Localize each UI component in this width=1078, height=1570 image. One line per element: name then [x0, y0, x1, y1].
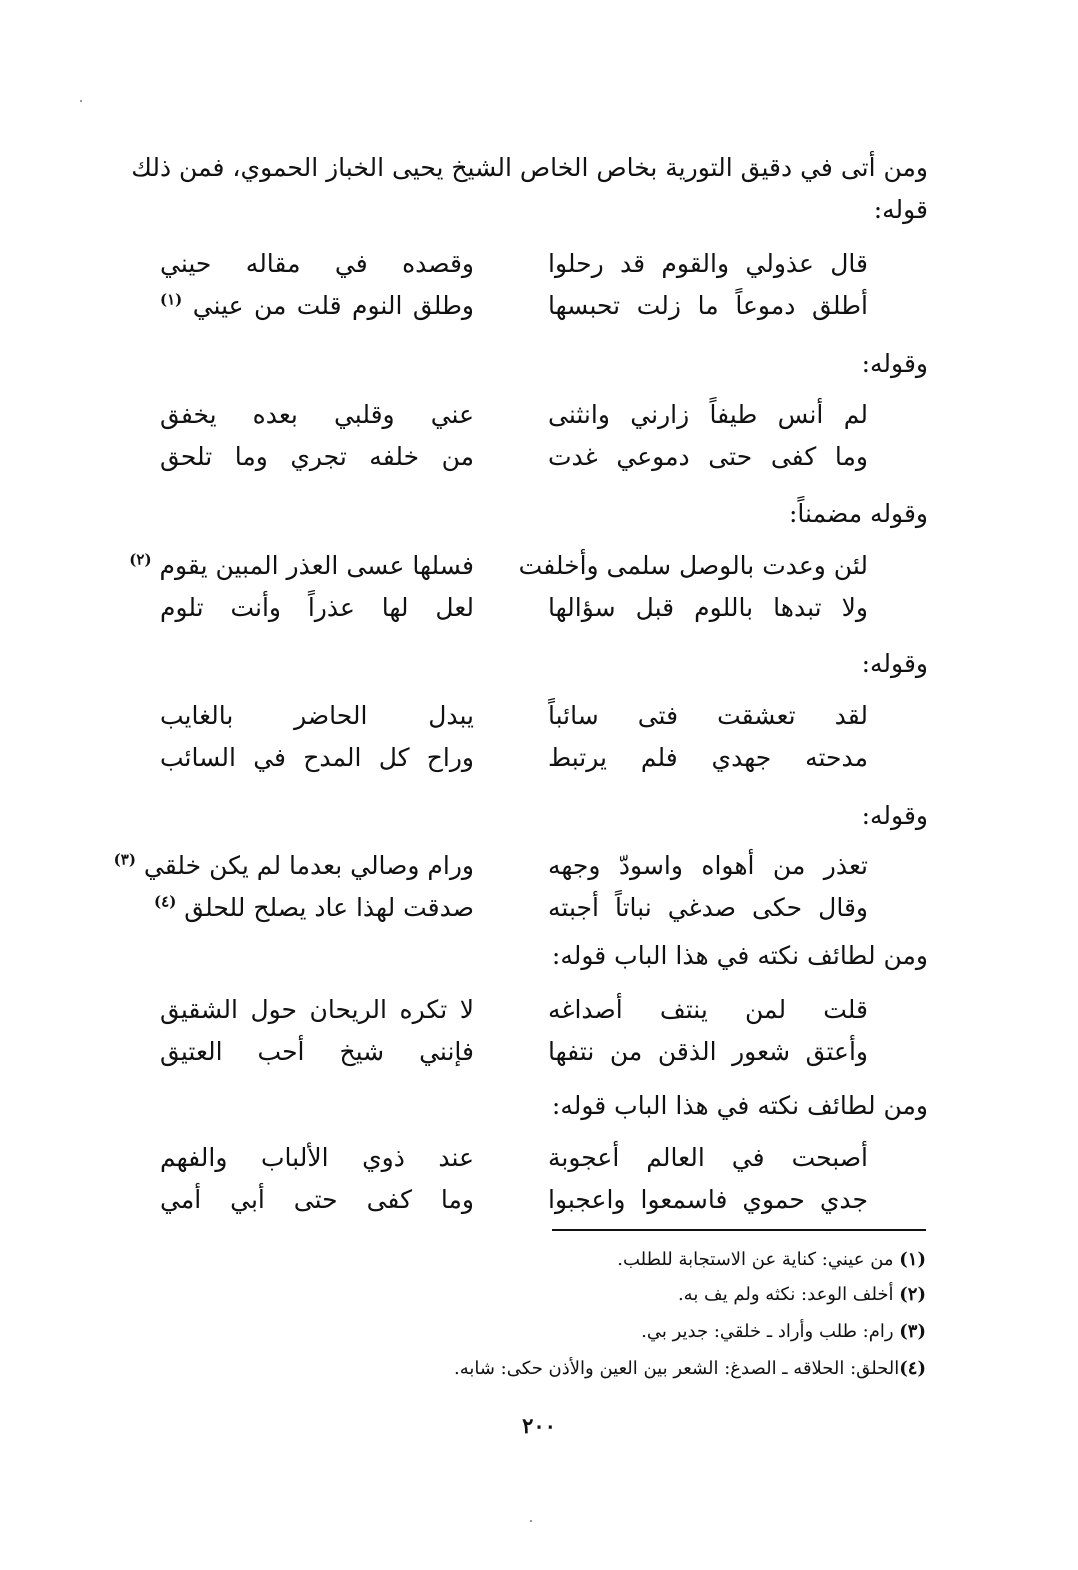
- intro-line-2: قوله:: [873, 195, 928, 224]
- section-label: وقوله:: [861, 349, 928, 378]
- footnote-ref: (١): [160, 290, 183, 309]
- footnote-ref: (٢): [129, 550, 152, 569]
- verse-hemistich-right: قال عذولي والقوم قد رحلوا: [548, 249, 868, 278]
- verse-hemistich-left: لعل لها عذراً وأنت تلوم: [160, 593, 474, 622]
- verse-hemistich-left: عند ذوي الألباب والفهم: [160, 1143, 474, 1172]
- section-label: وقوله مضمناً:: [788, 499, 928, 528]
- footnote-text: أخلف الوعد: نكثه ولم يف به.: [677, 1284, 900, 1305]
- verse-hemistich-right: تعذر من أهواه واسودّ وجهه: [548, 851, 868, 880]
- intro-line-1: ومن أتى في دقيق التورية بخاص الخاص الشيخ يحيى الخباز الحموي، فمن ذلك: [131, 153, 928, 182]
- verse-hemistich-right: وما كفى حتى دموعي غدت: [548, 442, 868, 471]
- section-label: وقوله:: [861, 801, 928, 830]
- footnote-ref: (٣): [113, 850, 136, 869]
- footnote: [641, 1318, 926, 1346]
- footnote-text: رام: طلب وأراد ـ خلقي: جدير بي.: [641, 1321, 900, 1342]
- verse-hemistich-left: وراح كل المدح في السائب: [160, 743, 474, 772]
- footnote: [617, 1246, 926, 1274]
- scan-speck: [80, 100, 82, 102]
- verse-hemistich-left: [154, 888, 474, 928]
- verse-left-text: ورام وصالي بعدما لم يكن خلقي: [143, 851, 474, 880]
- intro-paragraph: [130, 148, 928, 188]
- verse-hemistich-right: قلت لمن ينتف أصداغه: [548, 995, 868, 1024]
- verse-hemistich-left: [160, 286, 474, 326]
- verse-hemistich-left: عني وقلبي بعده يخفق: [160, 400, 474, 429]
- page-number: ٢٠٠: [522, 1413, 556, 1438]
- verse-hemistich-right: مدحته جهدي فلم يرتبط: [548, 743, 868, 772]
- footnote-ref: (٤): [154, 892, 177, 911]
- verse-hemistich-left: من خلفه تجري وما تلحق: [160, 442, 474, 471]
- section-label: وقوله:: [861, 649, 928, 678]
- footnote-text: الحلق: الحلاقه ـ الصدغ: الشعر بين العين والأذن حكى: شابه.: [454, 1358, 900, 1379]
- footnote-divider: [552, 1229, 926, 1231]
- footnote-number: (١): [899, 1249, 926, 1270]
- verse-hemistich-left: [113, 846, 474, 886]
- footnote: [678, 1281, 926, 1309]
- verse-hemistich-right: أطلق دموعاً ما زلت تحبسها: [548, 291, 868, 320]
- verse-hemistich-right: أصبحت في العالم أعجوبة: [548, 1143, 868, 1172]
- footnote-number: (٤): [899, 1358, 926, 1379]
- verse-hemistich-left: وما كفى حتى أبي أمي: [160, 1185, 474, 1214]
- footnote-number: (٣): [899, 1321, 926, 1342]
- verse-hemistich-right: وقال حكى صدغي نباتاً أجبته: [548, 893, 868, 922]
- verse-hemistich-left: لا تكره الريحان حول الشقيق: [160, 995, 474, 1024]
- verse-hemistich-right: ولا تبدها باللوم قبل سؤالها: [548, 593, 868, 622]
- verse-hemistich-right: لم أنس طيفاً زارني وانثنى: [548, 400, 868, 429]
- verse-hemistich-left: فإنني شيخ أحب العتيق: [160, 1037, 474, 1066]
- scan-speck: [530, 1520, 532, 1522]
- verse-hemistich-right: جدي حموي فاسمعوا واعجبوا: [548, 1185, 868, 1214]
- verse-hemistich-left: وقصده في مقاله حيني: [160, 249, 474, 278]
- section-label: ومن لطائف نكته في هذا الباب قوله:: [551, 941, 928, 970]
- section-label: ومن لطائف نكته في هذا الباب قوله:: [551, 1091, 928, 1120]
- verse-hemistich-left: [129, 546, 474, 586]
- footnote: [454, 1355, 926, 1383]
- verse-hemistich-left: يبدل الحاضر بالغايب: [160, 701, 474, 730]
- verse-hemistich-right: لئن وعدت بالوصل سلمى وأخلفت: [518, 551, 868, 580]
- verse-left-text: صدقت لهذا عاد يصلح للحلق: [184, 893, 474, 922]
- footnote-number: (٢): [899, 1284, 926, 1305]
- verse-hemistich-right: لقد تعشقت فتى سائباً: [548, 701, 868, 730]
- verse-left-text: وطلق النوم قلت من عيني: [192, 291, 474, 320]
- verse-hemistich-right: وأعتق شعور الذقن من نتفها: [548, 1037, 868, 1066]
- footnote-text: من عيني: كناية عن الاستجابة للطلب.: [617, 1249, 900, 1270]
- verse-left-text: فسلها عسى العذر المبين يقوم: [159, 551, 474, 580]
